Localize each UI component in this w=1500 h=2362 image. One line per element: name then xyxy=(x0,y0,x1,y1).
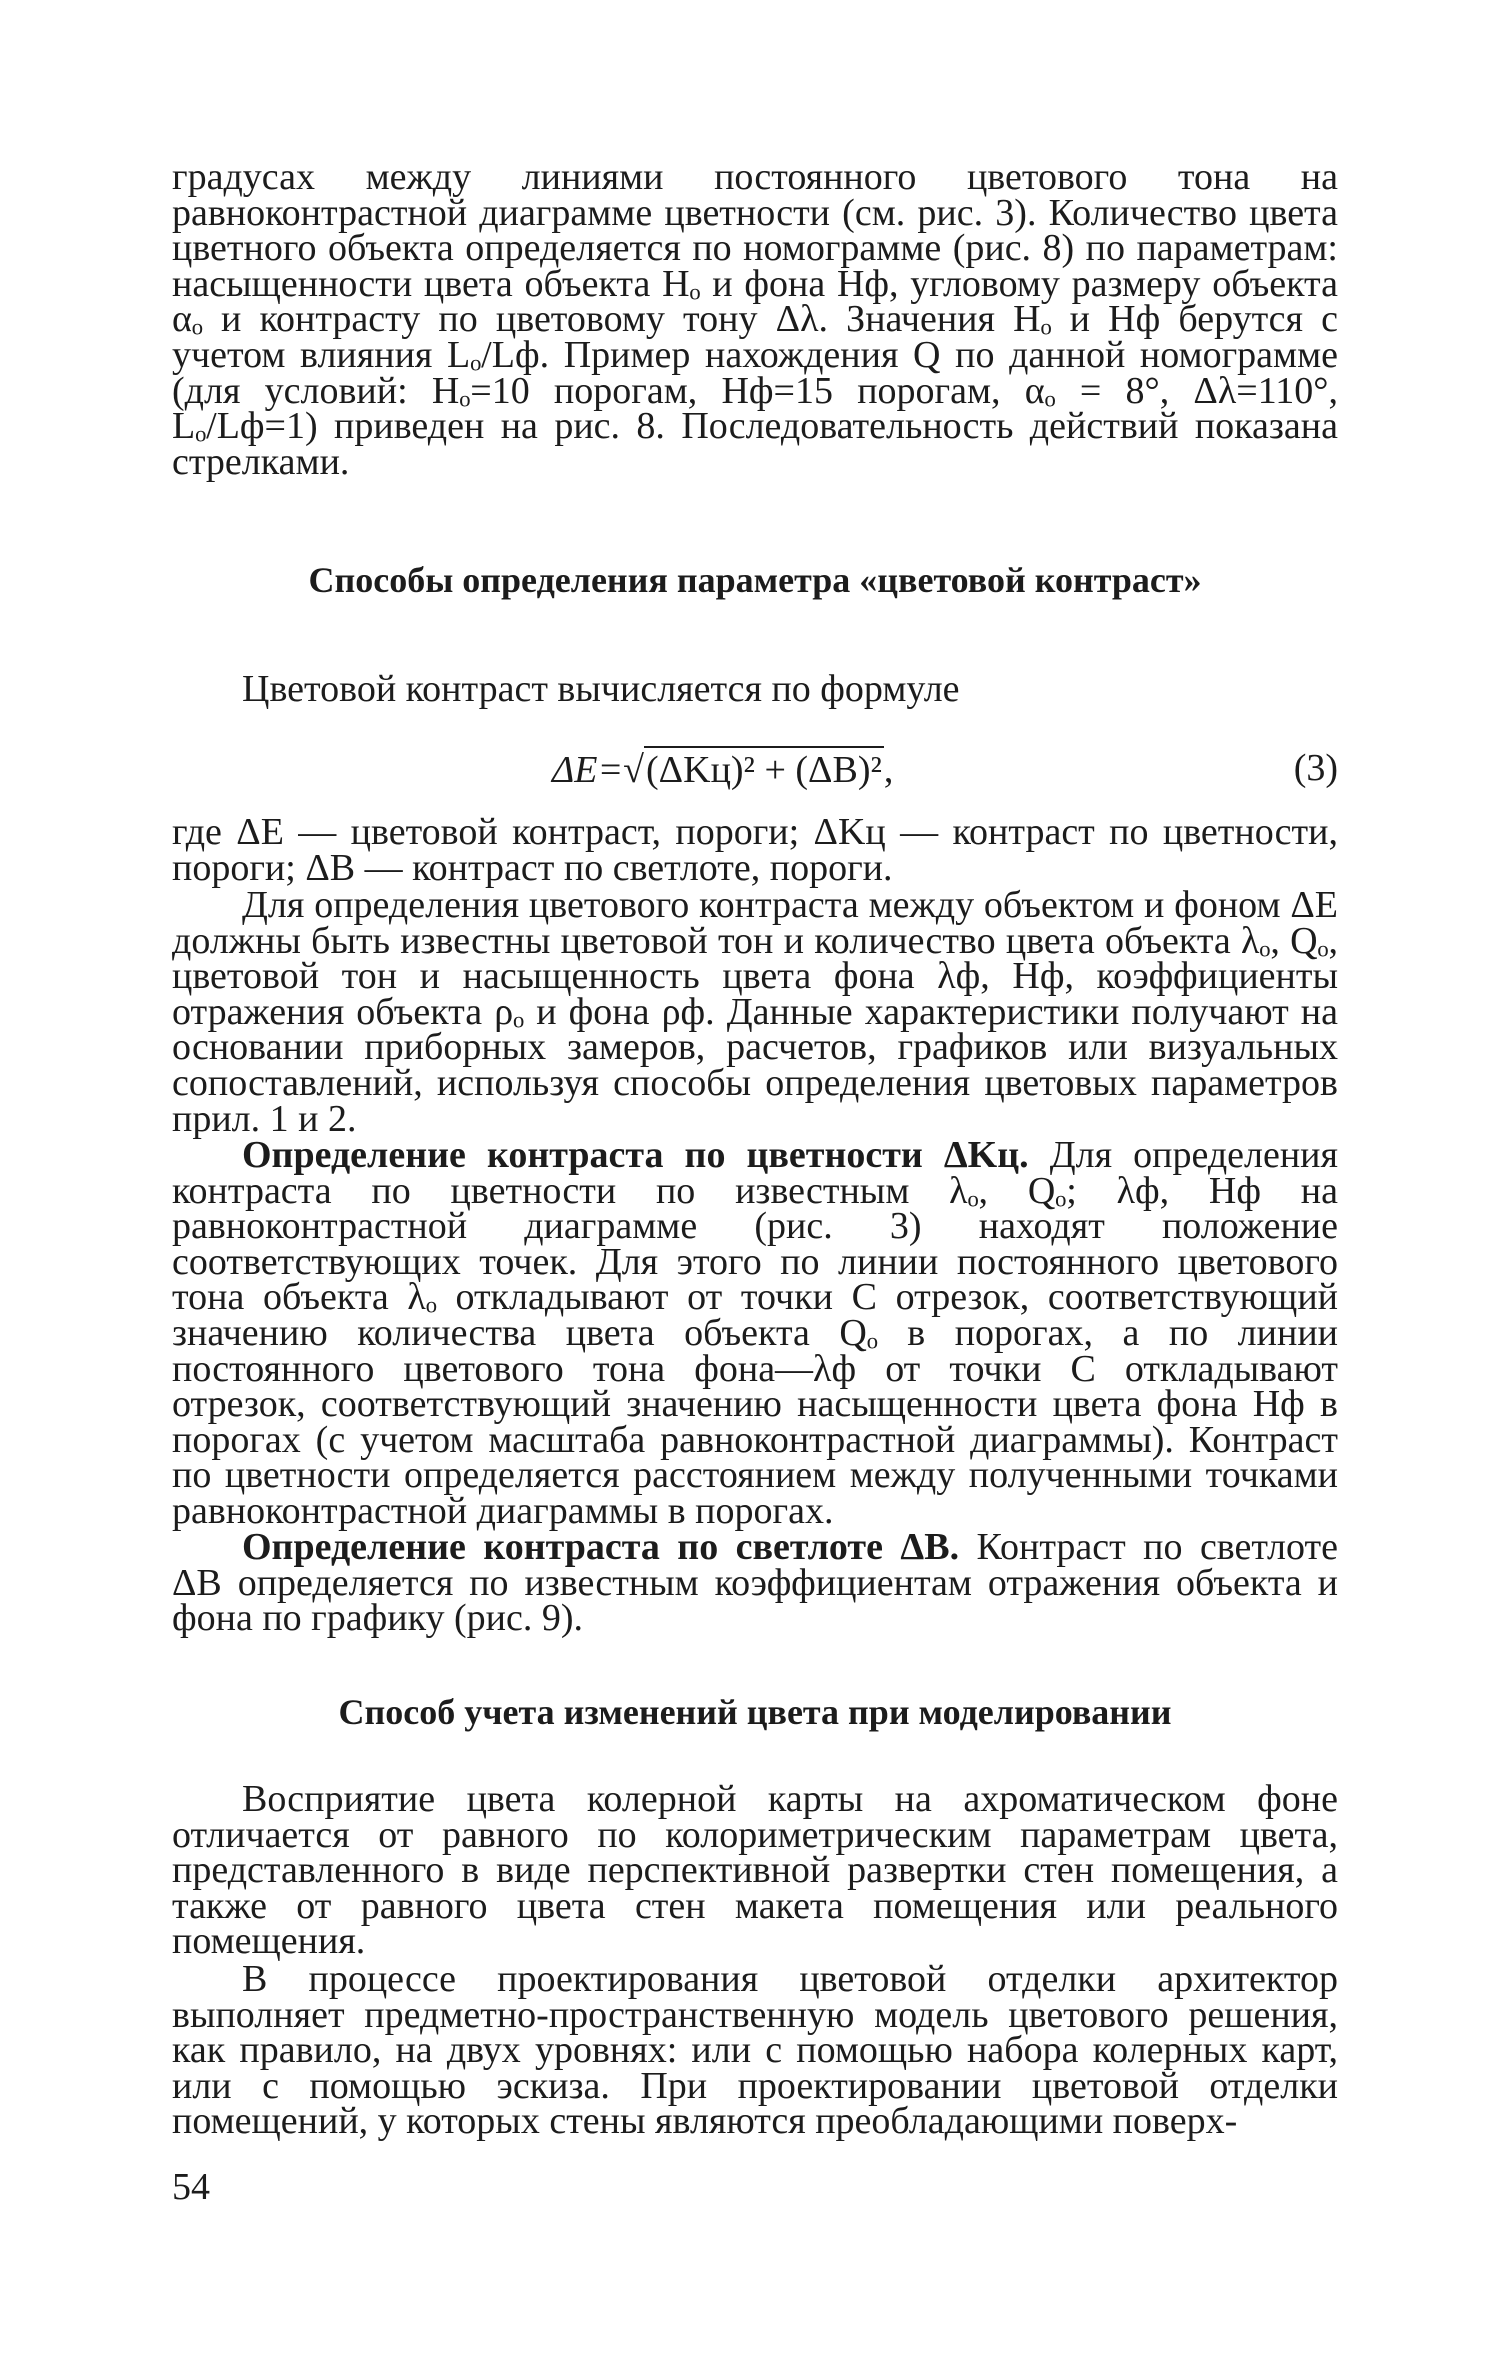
paragraph-design-process: В процессе проектирования цветовой отделки архитектор выполняет предметно-пространственную модель цветового решения, как правило, на двух уровнях: или с помощью набора колерных карт, или с помощью эскиза. При проектировании цветовой отделки помещений, у которых стены являются преобладающими поверх- xyxy=(172,1958,1338,2143)
paragraph-chromaticity-contrast xyxy=(172,1134,1338,1532)
paragraph-color-perception: Восприятие цвета колерной карты на ахроматическом фоне отличается от равного по колориметрическим параметрам цвета, представленного в виде перспективной развертки стен помещения, а также от равного цвета стен макета помещения или реального помещения. xyxy=(172,1778,1338,1963)
formula-expression xyxy=(552,746,893,792)
sqrt-sign: √ xyxy=(623,749,645,791)
run-in-heading-chromaticity: Определение контраста по цветности ΔKц. xyxy=(242,1134,1029,1176)
formula-lhs: ΔE= xyxy=(552,749,624,791)
paragraph-lightness-contrast xyxy=(172,1526,1338,1640)
formula-number: (3) xyxy=(1293,747,1338,789)
paragraph-formula-legend: где ΔE — цветовой контраст, пороги; ΔKц — контраст по цветности, пороги; ΔB — контраст по светлоте, пороги. xyxy=(172,811,1338,889)
page-number: 54 xyxy=(172,2166,210,2208)
heading-color-modeling: Способ учета изменений цвета при моделировании xyxy=(338,1692,1172,1732)
paragraph-contrast-requirements: Для определения цветового контраста между объектом и фоном ΔE должны быть известны цветовой тон и количество цвета объекта λₒ, Qₒ, цветовой тон и насыщенность цвета фона λф, Hф, коэффициенты отражения объекта ρₒ и фона ρф. Данные характеристики получают на основании приборных замеров, расчетов, графиков или визуальных сопоставлений, используя способы определения цветовых параметров прил. 1 и 2. xyxy=(172,884,1338,1140)
run-in-heading-lightness: Определение контраста по светлоте ΔB. xyxy=(242,1526,960,1568)
heading-color-contrast-methods: Способы определения параметра «цветовой контраст» xyxy=(308,560,1202,600)
formula-tail: , xyxy=(883,749,894,791)
paragraph-formula-intro: Цветовой контраст вычисляется по формуле xyxy=(242,668,960,710)
lightness-text: Контраст по светлоте ΔB определяется по известным коэффициентам отражения объекта и фона по графику (рис. 9). xyxy=(172,1526,1338,1640)
formula-radicand: (ΔKц)² + (ΔB)² xyxy=(644,746,884,792)
formula-3 xyxy=(172,738,1338,798)
paragraph-nomogram: градусах между линиями постоянного цветового тона на равноконтрастной диаграмме цветности (см. рис. 3). Количество цвета цветного объекта определяется по номограмме (рис. 8) по параметрам: насыщенности цвета объекта Hₒ и фона Hф, угловому размеру объекта αₒ и контрасту по цветовому тону Δλ. Значения Hₒ и Hф берутся с учетом влияния Lₒ/Lф. Пример нахождения Q по данной номограмме (для условий: Hₒ=10 порогам, Hф=15 порогам, αₒ = 8°, Δλ=110°, Lₒ/Lф=1) приведен на рис. 8. Последовательность действий показана стрелками. xyxy=(172,156,1338,483)
chromaticity-text: Для определения контраста по цветности по известным λₒ, Qₒ; λф, Hф на равноконтрастной диаграмме (рис. 3) находят положение соответствующих точек. Для этого по линии постоянного цветового тона объекта λₒ откладывают от точки C отрезок, соответствующий значению количества цвета объекта Qₒ в порогах, а по линии постоянного цветового тона фона—λф от точки C откладывают отрезок, соответствующий значению насыщенности цвета фона Hф в порогах (с учетом масштаба равноконтрастной диаграммы). Контраст по цветности определяется расстоянием между полученными точками равноконтрастной диаграммы в порогах. xyxy=(172,1134,1338,1532)
